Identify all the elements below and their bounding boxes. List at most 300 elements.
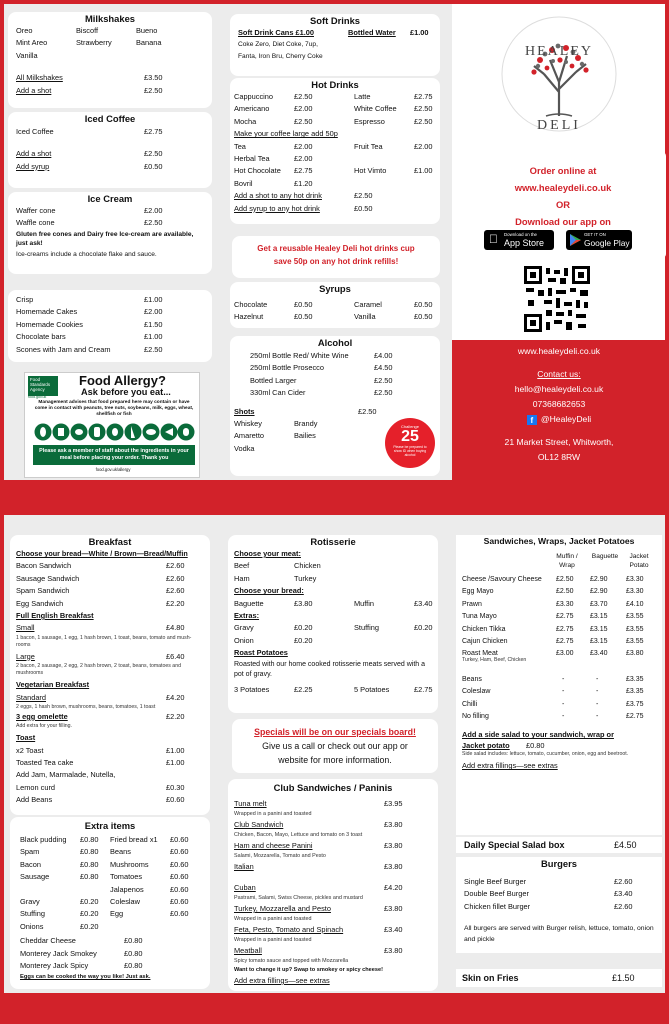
cheese-row-col-2: £0.80 [124,936,143,946]
breakfast-item-row-col-1: Egg Sandwich [16,598,64,608]
rot-gravy-price: £0.20 [294,623,313,633]
potatoes-row [234,684,438,696]
syrup-row-col-4: £0.50 [414,312,433,322]
pot3-label: 3 Potatoes [234,684,270,694]
sandwich-row-col-2: £2.50 [556,588,574,596]
cheese-row-col-2: £0.80 [124,948,143,958]
club-item-name: Tuna melt [234,799,267,808]
breakfast-sandwich-rows [10,560,210,610]
extra-item-row-col-2: £0.80 [80,847,99,857]
club-item-name: Ham and cheese Panini [234,841,313,850]
contact-label: Contact us: [537,369,581,379]
breakfast-item-row [16,573,210,585]
jacket-row-col-4: £3.75 [626,700,644,708]
jam-label: Add Jam, Marmalade, Nutella, [16,770,116,780]
breakfast-item-row-col-2: £2.60 [166,586,185,596]
meat-row-col-2: Chicken [294,561,321,571]
alcohol-rows [230,350,440,400]
lemon-curd-label: Lemon curd [16,782,56,792]
extra-item-row [20,859,210,871]
toast-row-col-1: x2 Toast [16,745,44,755]
extra-item-row-col-1: Spam [20,847,40,857]
allergy-title: Food Allergy? [79,373,166,388]
milkshake-flavour-row [16,25,212,37]
standard-veg-desc: 2 eggs, 1 hash brown, mushrooms, beans, tomatoes, 1 toast [16,703,156,710]
alcohol-row-col-1: 330ml Can Cider [250,388,306,398]
sandwich-row-col-4: £3.30 [626,588,644,596]
toast-row-col-2: £1.00 [166,758,185,768]
side-salad-desc: Side salad includes: lettuce, tomato, cucumber, onion, egg and beetroot. [462,751,629,758]
hot-drink-row-col-1: Hot Chocolate [234,166,281,176]
jacket-row-col-2: - [562,675,565,683]
alcohol-card [230,336,440,476]
milkshake-flavour-row-col-2: Strawberry [76,38,112,48]
snack-row-col-1: Chocolate bars [16,332,66,342]
snack-row-col-2: £1.00 [144,295,163,304]
meat-label: Choose your meat: [234,549,301,558]
milkshake-shot-label: Add a shot [16,85,52,95]
col-muffin-l1: Muffin / [556,553,578,560]
roast-meat-desc: Turkey, Ham, Beef, Chicken [462,656,527,663]
burger-row-col-1: Single Beef Burger [464,877,527,886]
club-item-price: £3.40 [384,925,403,934]
club-item-desc: Wrapped in a panini and toasted [234,916,312,922]
alcohol-title: Alcohol [317,337,353,348]
sandwich-row [462,636,662,648]
iced-shot-label: Add a shot [16,149,52,159]
club-item-desc: Wrapped in a panini and toasted [234,811,312,817]
allergy-band: Please ask a member of staff about the ingredients in your meal before placing your order. Thank you [33,445,195,465]
syrups-title: Syrups [319,283,351,294]
specials-card [232,719,438,773]
syrups-rows [230,299,440,324]
rot-baguette-label: Baguette [234,598,264,608]
qr-code-svg [524,266,590,332]
iced-coffee-row [16,126,212,138]
jacket-row-col-3: - [596,700,599,708]
extra-item-row-col-1: Stuffing [20,909,45,919]
meat-row [234,560,438,572]
meat-row [234,573,438,585]
large-breakfast-row [16,651,210,663]
google-play-button[interactable] [566,230,632,250]
rotisserie-title: Rotisserie [310,536,356,547]
jacket-row-col-4: £2.75 [626,712,644,720]
rot-muffin-price: £3.40 [414,598,433,608]
snack-row-col-2: £2.00 [144,307,163,317]
breakfast-item-row [16,585,210,597]
club-item-price: £3.80 [384,946,403,955]
contact-website[interactable]: www.healeydeli.co.uk [517,346,601,356]
extra-items-card [10,817,210,989]
toast-row [16,745,210,757]
syrup-row-col-1: Hazelnut [234,312,264,322]
specials-line-2: Give us a call or check out our app or [262,741,408,751]
snack-row [16,344,212,356]
standard-veg-price: £4.20 [166,692,185,702]
club-item-row [234,924,438,935]
large-breakfast-price: £6.40 [166,651,185,661]
syrups-card [230,282,440,328]
logo-name-top: HEALEY [525,44,593,59]
sandwiches-extra-fillings: Add extra fillings—see extras [462,761,558,771]
extra-item-row-col-4: £0.60 [170,847,189,857]
shot-row-col-1: Vodka [234,443,255,453]
cheese-rows [10,935,210,972]
cheese-row [20,960,210,972]
iced-syrup-label: Add syrup [16,161,50,171]
fsa-line-3: Agency [30,387,45,392]
small-breakfast-price: £4.80 [166,623,185,633]
club-item-row [234,882,438,893]
milkshake-flavour-row-col-1: Oreo [16,26,33,35]
sandwiches-rows [456,574,662,661]
sandwiches-header [456,548,662,574]
ice-cream-flake-note: Ice-creams include a chocolate flake and sauce. [16,250,157,258]
reusable-cup-line-1: Get a reusable Healey Deli hot drinks cup [257,244,415,253]
syrup-row-col-3: Caramel [354,300,382,309]
sandwich-row-col-2: £2.75 [556,637,574,645]
healey-deli-logo [500,4,618,144]
app-store-label: App Store [504,238,545,248]
club-item-desc: Salami, Mozzarella, Tomato and Pesto [234,853,326,859]
alcohol-row-col-2: £4.50 [374,363,393,373]
address-line-2: OL12 8RW [537,452,581,462]
hot-drink-row [234,178,440,190]
facebook-icon: f [527,415,537,425]
sandwich-row-col-1: Roast Meat [462,650,498,658]
syrup-row-col-2: £0.50 [294,300,313,309]
extra-item-row-col-3: Mushrooms [110,859,149,869]
iced-syrup-row [16,161,212,173]
rot-onion-price: £0.20 [294,635,313,645]
col-baguette: Baguette [591,553,619,560]
hot-drink-row-col-3: Espresso [354,116,385,126]
jacket-row-col-2: - [562,712,565,720]
contact-block [456,344,662,465]
snack-row-col-1: Crisp [16,295,34,304]
syrup-row-col-1: Chocolate [234,300,268,309]
sandwich-row-col-1: Cheese /Savoury Cheese [462,576,542,583]
order-app-line: Download our app on [515,216,611,227]
burgers-card [456,857,662,953]
menu-page-1 [0,0,669,504]
waffle-row [16,217,212,229]
hot-drinks-tea-rows [230,141,440,191]
extra-item-row-col-3: Egg [110,909,124,919]
facebook-row[interactable] [456,412,662,427]
club-item-name: Turkey, Mozzarella and Pesto [234,904,331,913]
hot-drink-row-col-2: £2.00 [294,104,313,114]
google-play-icon [570,234,581,246]
burger-row [464,888,662,900]
hot-drink-row [234,153,440,165]
milkshake-flavour-row-col-1: Vanilla [16,50,38,60]
jacket-row-col-1: Beans [462,675,482,683]
breakfast-item-row [16,560,210,572]
club-item-price: £3.80 [384,820,403,829]
soft-drinks-list-1: Coke Zero, Diet Coke, 7up, [238,41,318,49]
choose-bread-label: Choose your bread—White / Brown—Bread/Muffin [16,549,188,558]
standard-veg-label: Standard [16,692,46,702]
sandwich-row-col-3: £3.15 [590,637,608,645]
toast-row-col-1: Toasted Tea cake [16,758,74,768]
milkshakes-card [8,12,212,108]
side-salad-line-2: Jacket potato [462,741,510,751]
large-coffee-note: Make your coffee large add 50p [234,129,338,139]
order-website-link[interactable]: www.healeydeli.co.uk [514,182,612,193]
rot-bread-label: Choose your bread: [234,586,304,596]
hot-drink-row-col-4: £2.50 [414,116,433,126]
jacket-row-col-1: Chilli [462,700,478,708]
contact-email[interactable]: hello@healeydeli.co.uk [514,384,604,394]
extra-item-row [20,884,210,896]
hot-drink-row-col-1: Americano [234,104,270,114]
sandwich-row [462,611,662,623]
sandwich-row-col-4: £3.55 [626,625,644,633]
fsa-logo [28,376,58,396]
add-shot-hot-price: £2.50 [354,191,373,201]
fries-label: Skin on Fries [462,973,519,983]
meat-rows [228,560,438,585]
club-item-desc: Pastrami, Salami, Swiss Cheese, pickles and mustard [234,895,363,901]
jacket-row-col-4: £3.35 [626,688,644,696]
extra-item-row [20,846,210,858]
pot5-price: £2.75 [414,684,433,694]
full-english-label: Full English Breakfast [16,610,94,620]
reusable-cup-line-2: save 50p on any hot drink refills! [273,257,399,266]
sandwich-row [462,648,662,660]
sandwich-row-col-2: £3.30 [556,600,574,608]
rot-muffin-label: Muffin [354,598,374,608]
ice-cream-card [8,192,212,274]
col-muffin-l2: Wrap [559,562,575,569]
extra-item-row-col-1: Sausage [20,872,50,882]
cheese-row-col-1: Monterey Jack Smokey [20,948,97,958]
rot-extras-label: Extras: [234,610,260,620]
iced-coffee-card [8,112,212,188]
hot-drink-row-col-1: Tea [234,141,246,151]
waffle-price: £2.50 [144,218,163,228]
club-item-name: Meatball [234,946,262,955]
allergy-footer: food.gov.uk/allergy [95,467,131,472]
side-salad-price: £0.80 [526,741,545,751]
address-line-1: 21 Market Street, Whitworth, [504,437,614,447]
cans-label: Soft Drink Cans £1.00 [238,28,314,37]
extra-item-row-col-1: Black pudding [20,835,67,844]
hot-drink-row-col-2: £2.75 [294,166,313,176]
burger-rows [456,876,662,913]
sandwich-row-col-1: Chicken Tikka [462,625,506,633]
jacket-row-col-3: - [596,688,599,696]
rot-onion-label: Onion [234,635,254,645]
specials-line-1: Specials will be on our specials board! [254,727,416,737]
alcohol-row-col-2: £2.50 [374,388,393,398]
club-item-name: Feta, Pesto, Tomato and Spinach [234,925,344,934]
jacket-row [462,699,662,711]
toast-row [16,757,210,769]
sandwich-row-col-4: £3.30 [626,576,644,583]
hot-drink-row-col-3: Latte [354,92,371,101]
hot-drink-row-col-2: £1.20 [294,178,313,188]
alcohol-row [250,362,440,374]
cheese-row [20,935,210,947]
small-breakfast-desc: 1 bacon, 1 sausage, 1 egg, 1 hash brown, 1 toast, beans, tomato and mush-rooms [16,634,192,648]
club-item-name: Club Sandwich [234,820,284,829]
sandwich-row-col-4: £3.55 [626,613,644,621]
qr-code[interactable] [524,266,590,332]
toast-rows [10,745,210,770]
club-item-price: £3.80 [384,904,403,913]
extra-item-row-col-1: Onions [20,921,44,931]
eggs-note: Eggs can be cooked the way you like! Just ask. [20,974,151,981]
menu-page-2 [0,511,669,998]
pot3-price: £2.25 [294,684,313,694]
veg-breakfast-label: Vegetarian Breakfast [16,680,90,690]
club-items [228,798,438,966]
cheese-row-col-2: £0.80 [124,960,143,970]
sandwich-row-col-1: Prawn [462,600,482,608]
small-breakfast-row [16,622,210,634]
milkshake-shot-row [16,85,212,97]
extra-item-row-col-1: Gravy [20,896,40,906]
milkshake-flavour-row [16,50,212,62]
extra-item-row [20,871,210,883]
waffer-row [16,205,212,217]
hot-drink-row-col-2: £2.00 [294,153,313,163]
badge-top: Challenge [400,424,419,429]
sandwiches-title: Sandwiches, Wraps, Jacket Potatoes [483,536,635,546]
alcohol-row [250,375,440,387]
snack-row [16,306,212,318]
rotisserie-card [228,535,438,713]
hot-drink-row-col-1: Bovril [234,178,253,188]
sandwich-row-col-1: Egg Mayo [462,588,494,596]
extra-item-row [20,921,210,933]
extra-item-row-col-4: £0.60 [170,884,189,894]
sandwich-row-col-3: £3.40 [590,650,608,658]
burger-row-col-2: £2.60 [614,901,633,911]
waffle-label: Waffle cone [16,218,55,228]
burgers-title: Burgers [541,858,577,869]
add-beans-label: Add Beans [16,795,53,805]
badge-text: Please be prepared to show ID when buying alcohol [393,445,427,457]
google-play-label: Google Play [584,238,630,248]
shot-row-col-1: Whiskey [234,418,262,428]
rot-stuffing-label: Stuffing [354,623,379,633]
fsa-line-2: Standards [30,382,51,387]
iced-shot-row [16,148,212,160]
iced-coffee-price: £2.75 [144,127,163,136]
hot-drink-row [234,165,440,177]
sandwich-row-col-3: £3.15 [590,625,608,633]
burger-row [464,876,662,888]
breakfast-item-row-col-2: £2.60 [166,561,185,571]
club-item-price: £3.95 [384,799,403,808]
app-store-small: Download on the [504,232,537,237]
sandwich-row [462,624,662,636]
daily-salad-price: £4.50 [614,840,637,850]
jacket-row-col-2: - [562,688,565,696]
hot-drinks-card [230,78,440,224]
breakfast-item-row-col-1: Bacon Sandwich [16,561,72,571]
hot-drinks-coffee-rows [230,91,440,128]
col-jacket-l2: Potato [629,562,649,569]
food-allergy-poster [24,372,200,478]
snack-row-col-1: Homemade Cakes [16,307,78,317]
extra-item-row [20,908,210,920]
snack-row [16,319,212,331]
app-store-button[interactable] [484,230,554,250]
breakfast-item-row-col-1: Sausage Sandwich [16,573,80,583]
badge-number: 25 [401,428,419,445]
club-item-desc: Spicy tomato sauce and topped with Mozzarella [234,958,349,964]
hot-drink-row-col-4: £2.50 [414,104,433,114]
snack-row [16,294,212,306]
daily-salad-label: Daily Special Salad box [464,840,565,850]
club-title: Club Sandwiches / Paninis [273,782,393,793]
snack-row-col-1: Homemade Cookies [16,319,83,329]
hot-drink-row [234,103,440,115]
club-item-row [234,798,438,809]
breakfast-item-row [16,598,210,610]
hot-drink-row-col-3: White Coffee [354,104,397,114]
hot-drink-row [234,141,440,153]
hot-drink-row-col-4: £2.00 [414,141,433,151]
jacket-row-col-2: - [562,700,565,708]
large-breakfast-label: Large [16,651,35,661]
club-change-note: Want to change it up? Swap to smokey or spicy cheese! [234,967,383,973]
shots-row [234,406,440,418]
snack-row-col-2: £1.00 [144,332,163,342]
extra-item-row-col-2: £0.80 [80,872,99,882]
burger-row-col-2: £3.40 [614,889,633,899]
fsa-site: food.gov.uk [28,395,47,399]
extra-item-row-col-2: £0.80 [80,859,99,869]
hot-drink-row [234,91,440,103]
toast-label: Toast [16,733,36,743]
club-extra-fillings: Add extra fillings—see extras [234,976,330,985]
extra-item-row-col-3: Tomatoes [110,872,143,882]
club-item-row [234,861,438,872]
sandwich-row-col-2: £2.75 [556,613,574,621]
rot-bread-row [234,598,438,610]
breakfast-item-row-col-1: Spam Sandwich [16,586,70,596]
extra-item-row-col-4: £0.60 [170,872,189,882]
breakfast-item-row-col-2: £2.20 [166,598,185,608]
syrup-row [234,311,440,323]
sandwich-row-col-1: Cajun Chicken [462,637,508,645]
rot-stuffing-price: £0.20 [414,623,433,633]
sandwich-row [462,599,662,611]
extra-item-row-col-4: £0.60 [170,835,189,844]
iced-shot-price: £2.50 [144,149,163,159]
milkshake-shot-price: £2.50 [144,85,163,95]
alcohol-row [250,387,440,399]
apple-icon [489,233,498,245]
logo-name-bottom: DELI [537,118,581,133]
snack-row-col-2: £2.50 [144,344,163,354]
syrup-row [234,299,440,311]
bottled-water-label: Bottled Water [348,28,396,37]
side-salad-row [462,740,662,751]
snack-row [16,331,212,343]
sandwich-row-col-2: £3.00 [556,650,574,658]
cheese-row-col-1: Monterey Jack Spicy [20,960,89,970]
contact-phone[interactable]: 07368682653 [532,399,586,409]
alcohol-row-col-2: £4.00 [374,351,393,360]
hot-drink-row-col-2: £2.50 [294,116,313,126]
